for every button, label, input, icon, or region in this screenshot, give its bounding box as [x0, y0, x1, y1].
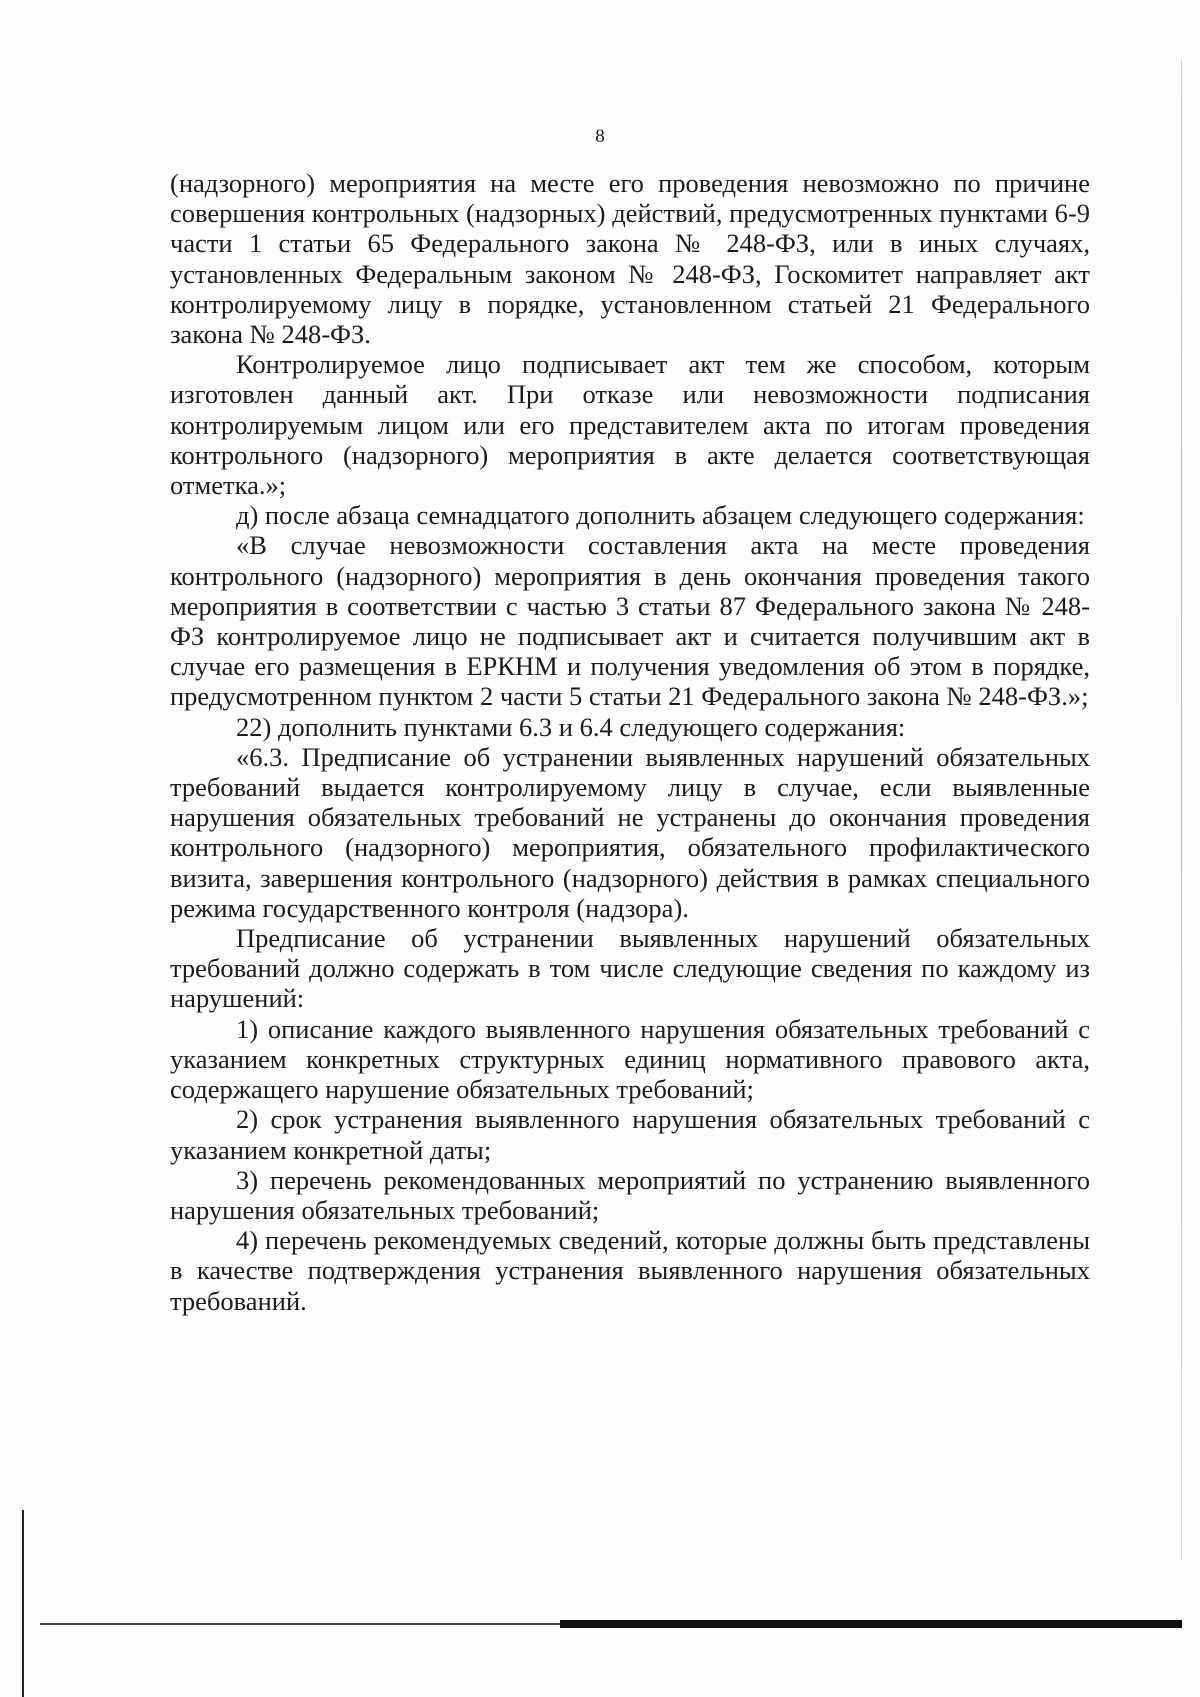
paragraph: (надзорного) мероприятия на месте его проведения невозможно по причине совершения контрольных (надзорных) действий, предусмотренных пунктами 6-9 части 1 статьи 65 Федерального закона № 248-ФЗ, или в иных случаях, установленных Федеральным законом № 248-ФЗ, Госкомитет направляет акт контролируемому лицу в порядке, установленном статьей 21 Федерального закона № 248-ФЗ.	[170, 168, 1090, 350]
scan-bottom-bar	[560, 1620, 1182, 1628]
paragraph: «В случае невозможности составления акта на месте проведения контрольного (надзорного) мероприятия в день окончания проведения такого мероприятия в соответствии с частью 3 статьи 87 Федерального закона № 248-ФЗ контролируемое лицо не подписывает акт и считается получившим акт в случае его размещения в ЕРКНМ и получения уведомления об этом в порядке, предусмотренном пунктом 2 части 5 статьи 21 Федерального закона № 248-ФЗ.»;	[170, 530, 1090, 712]
scan-edge-left	[22, 1510, 24, 1697]
paragraph: «6.3. Предписание об устранении выявленных нарушений обязательных требований выдается контролируемому лицу в случае, если выявленные нарушения обязательных требований не устранены до окончания проведения контрольного (надзорного) мероприятия, обязательного профилактического визита, завершения контрольного (надзорного) действия в рамках специального режима государственного контроля (надзора).	[170, 741, 1090, 923]
paragraph: д) после абзаца семнадцатого дополнить абзацем следующего содержания:	[236, 500, 1085, 531]
paragraph: Предписание об устранении выявленных нарушений обязательных требований должно содержать в том числе следующие сведения по каждому из нарушений:	[170, 923, 1090, 1014]
list-item: 1) описание каждого выявленного нарушения обязательных требований с указанием конкретных структурных единиц нормативного правового акта, содержащего нарушение обязательных требований;	[170, 1013, 1090, 1105]
scan-edge-right	[1181, 60, 1182, 1560]
paragraph: 22) дополнить пунктами 6.3 и 6.4 следующего содержания:	[236, 711, 906, 742]
document-body	[170, 168, 1090, 1316]
list-item: 3) перечень рекомендованных мероприятий по устранению выявленного нарушения обязательных требований;	[170, 1164, 1090, 1225]
list-item: 2) срок устранения выявленного нарушения обязательных требований с указанием конкретной даты;	[170, 1104, 1090, 1165]
page-number: 8	[595, 126, 605, 147]
paragraph: Контролируемое лицо подписывает акт тем же способом, которым изготовлен данный акт. При отказе или невозможности подписания контролируемым лицом или его представителем акта по итогам проведения контрольного (надзорного) мероприятия в акте делается соответствующая отметка.»;	[170, 349, 1090, 501]
list-item: 4) перечень рекомендуемых сведений, которые должны быть представлены в качестве подтверждения устранения выявленного нарушения обязательных требований.	[170, 1225, 1090, 1316]
